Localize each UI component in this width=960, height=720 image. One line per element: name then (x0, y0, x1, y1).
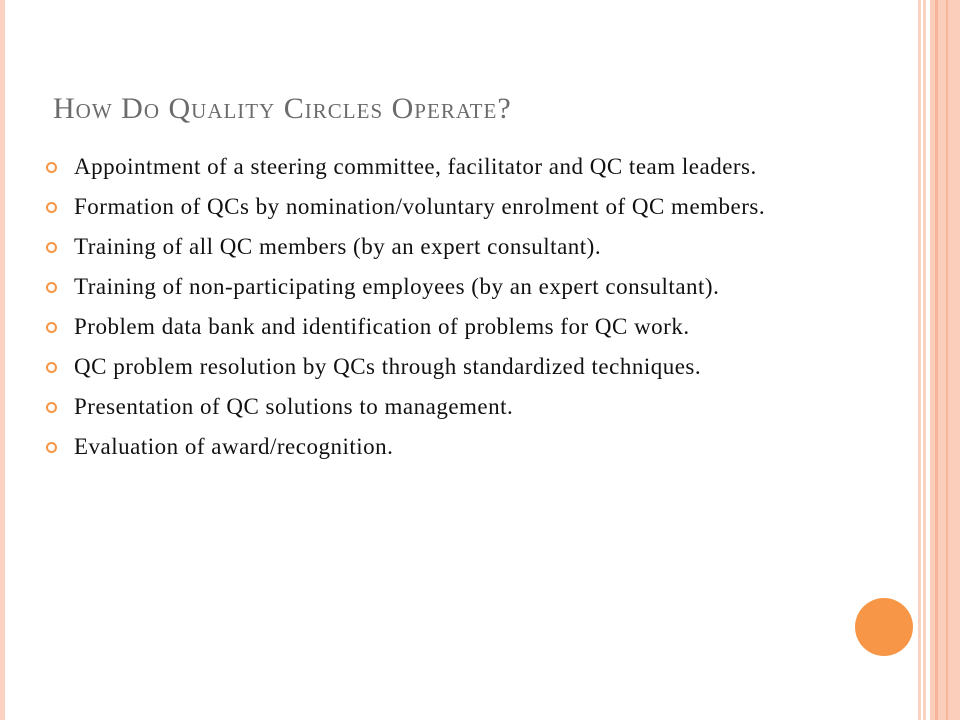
bullet-item (46, 152, 891, 182)
left-border-stripe (0, 0, 5, 720)
bullet-ring-icon (46, 202, 57, 213)
bullet-item (46, 432, 891, 462)
bullet-item (46, 352, 891, 382)
bullet-text: Training of non-participating employees (by an expert consultant). (74, 274, 720, 299)
bullet-ring-icon (46, 442, 57, 453)
bullet-list (46, 152, 891, 472)
bullet-item (46, 272, 891, 302)
bullet-text: Evaluation of award/recognition. (74, 434, 394, 459)
bullet-text: QC problem resolution by QCs through standardized techniques. (74, 354, 702, 379)
orange-circle (855, 598, 913, 656)
bullet-text: Training of all QC members (by an expert consultant). (74, 234, 602, 259)
bullet-item (46, 312, 891, 342)
slide-title: How Do Quality Circles Operate? (53, 92, 512, 125)
right-border-stripe (923, 0, 926, 720)
bullet-item (46, 392, 891, 422)
bullet-item (46, 192, 891, 222)
right-border-line (946, 0, 948, 720)
bullet-item (46, 232, 891, 262)
bullet-ring-icon (46, 242, 57, 253)
bullet-ring-icon (46, 402, 57, 413)
bullet-text: Presentation of QC solutions to management. (74, 394, 514, 419)
bullet-text: Problem data bank and identification of problems for QC work. (74, 314, 690, 339)
bullet-ring-icon (46, 282, 57, 293)
bullet-text: Appointment of a steering committee, facilitator and QC team leaders. (74, 154, 757, 179)
right-border-line (935, 0, 938, 720)
bullet-text: Formation of QCs by nomination/voluntary enrolment of QC members. (74, 194, 766, 219)
right-border-stripe (918, 0, 921, 720)
bullet-ring-icon (46, 362, 57, 373)
bullet-ring-icon (46, 162, 57, 173)
bullet-ring-icon (46, 322, 57, 333)
